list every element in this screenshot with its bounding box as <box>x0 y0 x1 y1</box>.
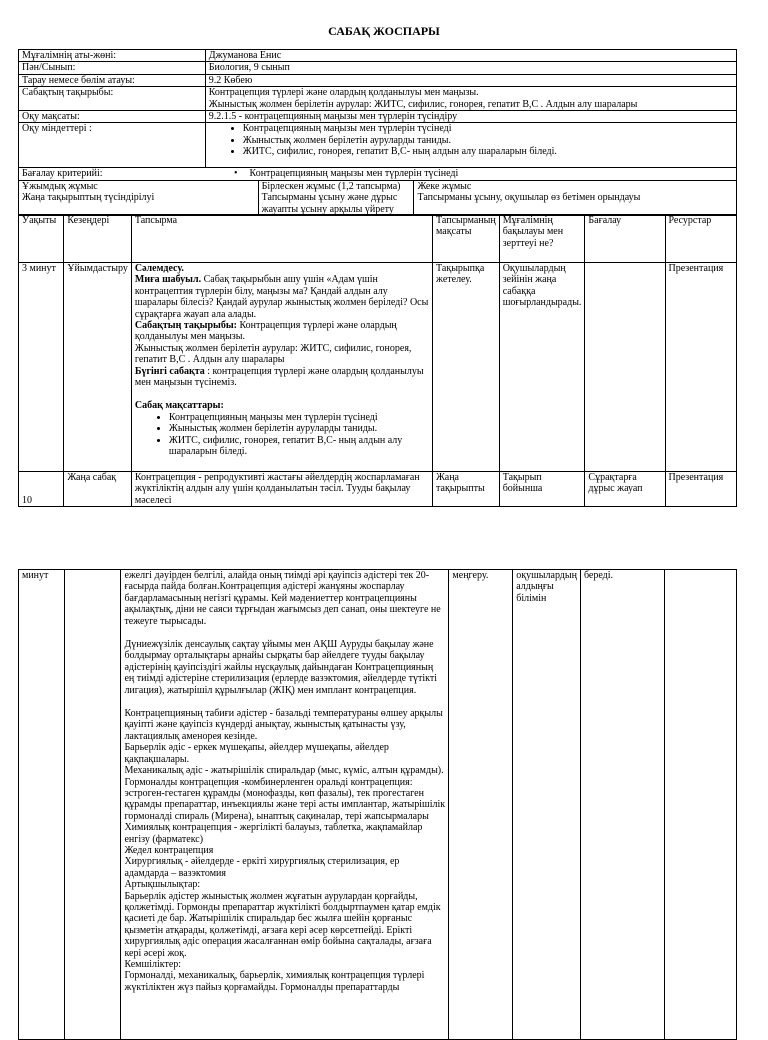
section-label: Тарау немесе бөлім атауы: <box>19 74 206 86</box>
header-assess: Бағалау <box>585 215 665 263</box>
work-form-joint <box>258 181 414 216</box>
list-item: • Контрацепцияның маңызы мен түрлерін түсінеді <box>243 123 733 134</box>
row-assess: Сұрақтарға дұрыс жауап <box>585 472 665 507</box>
brainstorm-text: Сабақ тақырыбын ашу үшін «Адам үшін контрацептия түрлерін білу, маңызы ма? Қандай алдын алу шаралары білесіз? Қандай аурулар жыныстық жолмен беріледі? Осы сұрақтарға жауап ала алады. <box>134 274 429 320</box>
teacher-label: Мұғалімнің аты-жөні: <box>19 50 206 62</box>
work-forms-row <box>19 181 737 216</box>
row-teacher: Оқушылардың зейінін жаңа сабаққа шоғырландырады. <box>499 263 585 472</box>
goal-value: 9.2.1.5 - контрацепцияның маңызы мен түрлерін түсіндіру <box>205 111 736 123</box>
header-time: Уақыты <box>19 215 64 263</box>
tasks-value <box>205 123 736 168</box>
section-row <box>19 74 737 86</box>
list-item: • Контрацепцияның маңызы мен түрлерін түсінеді <box>169 412 429 423</box>
goal-label: Оқу мақсаты: <box>19 111 206 123</box>
work-form-desc: Жаңа тақырыптың түсіндірілуі <box>22 192 155 204</box>
lesson-info-table <box>18 49 737 181</box>
header-task: Тапсырма <box>131 215 432 263</box>
work-form-title: Бірлескен жұмыс (1,2 тапсырма) <box>261 181 401 192</box>
row-assess <box>585 263 665 472</box>
table-row <box>19 263 737 472</box>
task-paragraph: ежелгі дәуірден белгілі, алайда оның тиімді әрі қауіпсіз әдістері тек 20-ғасырда пайда болған.Контрацепция әдістері жанұяны жоспарлау бағдарламасының негізгі құрамы. Кей мәдениеттер контрацепцияны ақылақтық, діни не саяси тұрғыдан жағымсыз деп санап, оны шектеуге не тежеуге тырысады. <box>124 570 441 627</box>
topic-row <box>19 87 737 111</box>
work-form-title: Ұжымдық жұмыс <box>22 181 98 192</box>
lesson-plan-table <box>18 214 737 507</box>
page-title: САБАҚ ЖОСПАРЫ <box>328 24 440 38</box>
list-item: • Жыныстық жолмен берілетін ауруларды таниды. <box>243 135 733 146</box>
row-stage <box>64 570 121 1040</box>
row-teacher: Тақырып бойынша <box>499 472 585 507</box>
today-text: : контрацепция түрлері және олардың қолданылуы мен маңызын түсінеміз. <box>134 365 424 389</box>
section-value: 9.2 Көбею <box>205 74 736 86</box>
work-form-desc: Тапсырманы ұсыну және дұрыс жауапты ұсыну арқылы үйрету <box>261 192 398 215</box>
row-resources: Презентация <box>665 472 737 507</box>
topic-value <box>205 87 736 111</box>
row-purpose: Тақырыпқа жетелеу. <box>433 263 500 472</box>
criteria-label: Бағалау критерийі: <box>22 168 103 180</box>
goals-list <box>135 412 429 458</box>
table-row <box>19 472 737 507</box>
table-header-row <box>19 215 737 263</box>
subject-value: Биология, 9 сынып <box>205 62 736 74</box>
brainstorm-label: Миға шабуыл. <box>134 274 202 286</box>
row-task <box>131 263 432 472</box>
list-item: • Жыныстық жолмен берілетін ауруларды таниды. <box>169 423 429 434</box>
header-teacher: Мұғалімнің бақылауы мен зерттеуі не? <box>499 215 585 263</box>
bullet-icon: • <box>234 168 238 180</box>
task-paragraph: Контрацепцияның табиғи әдістер - базальді температураны өлшеу арқылы қауіпті және қауіпсіз күндерді анықтау, жыныстық қатынасты үзу, лактациялық аменорея кезінде. Барьерлік әдіс - еркек мүшеқапы, әйелдер мүшеқапы, әйелдер қақпақшалары. Механикалық әдіс - жатырішілік спиральдар (мыс, күміс, алтын құрамды). Гормоналды контрацепция -комбинерленген оральді контрацепция: эстроген-гестаген құрамды (монофазды, көп фазалы), тек прогестаген құрамды препараттар, инъекциялы және тері асты имплантар, жатырішілік гормоналді спираль (Мирена), ынаптық сақиналар, тері жапсырмалары Химиялық контрацепция - жергілікті балауыз, таблетка, жақпамайлар енгізу (фарматекс) Жедел контрацепция Хирургиялық - әйелдерде - еркіті хирургиялық стерилизация, ер адамдарда – вазэктомия Артықшылықтар: Барьерлік әдістер жыныстық жолмен жұғатын аурулардан қорғайды, қолжетімді. Гормонды препараттар жүктілікті болдыртпаумен қатар емдік қасиеті де бар. Жатырішілік спиральдар бес жылға шейін қорғаныс қызметін атқарады, қолжетімді, ағзаға кері әсер көрсетпейді. Еріктi хирургиялық әдіс операция жасалғаннан өмір бойына сақталады, ағзаға кері әсері жоқ. Кемшіліктер: Гормоналді, механикалық, барьерлік, химиялық контрацепция түрлері жүктіліктен жүз пайыз қорғамайды. Гормоналды препараттарды <box>124 708 446 993</box>
row-teacher: оқушылардың алдыңғы білімін <box>513 570 581 1040</box>
goals-label: Сабақ мақсаттары: <box>134 400 224 412</box>
row-task <box>121 570 449 1040</box>
subject-row <box>19 62 737 74</box>
tasks-label: Оқу міндеттері : <box>19 123 206 168</box>
tasks-row <box>19 123 737 168</box>
topic-text-2: Жыныстық жолмен берілетін аурулар: ЖИТС, сифилис, гонорея, гепатит В,С . Алдын алу шаралары <box>134 342 412 366</box>
tasks-list <box>209 123 733 157</box>
row-purpose: меңгеру. <box>449 570 513 1040</box>
topic-line-2: Жыныстық жолмен берілетін аурулар: ЖИТС, сифилис, гонорея, гепатит В,С . Алдын алу шаралары <box>208 98 638 110</box>
list-item: • ЖИТС, сифилис, гонорея, гепатит В,С- ның алдын алу шараларын біледі. <box>169 435 429 458</box>
header-purpose: Тапсырманың мақсаты <box>433 215 500 263</box>
work-form-desc: Тапсырманы ұсыну, оқушылар өз бетімен орындауы <box>417 192 641 204</box>
row-stage: Ұйымдастыру <box>64 263 132 472</box>
subject-label: Пән/Сынып: <box>19 62 206 74</box>
row-time: минут <box>19 570 65 1040</box>
topic-label: Сабақтың тақырыбы: <box>19 87 206 111</box>
goal-row <box>19 111 737 123</box>
table-row <box>19 570 737 1040</box>
row-stage: Жаңа сабақ <box>64 472 132 507</box>
header-stage: Кезеңдері <box>64 215 132 263</box>
criteria <box>22 168 733 179</box>
criteria-value: Контрацепцияның маңызы мен түрлерін түсінеді <box>249 168 459 180</box>
topic-text: Контрацепция түрлері және олардың қолданылуы мен маңызы. <box>134 320 397 343</box>
today-label: Бүгінгі сабақта <box>134 365 205 377</box>
row-task: Контрацепция - репродуктивті жастағы әйелдердің жоспарламаған жүктіліктің алдын алу үшін қолданылатын тәсіл. Тууды бақылау мәселесі <box>131 472 432 507</box>
row-purpose: Жаңа тақырыпты <box>433 472 500 507</box>
topic-line-1: Контрацепция түрлері және олардың қолданылуы мен маңызы. <box>208 87 479 99</box>
work-form-collective <box>19 181 259 216</box>
topic-label: Сабақтың тақырыбы: <box>134 320 237 332</box>
teacher-row <box>19 50 737 62</box>
list-item: • ЖИТС, сифилис, гонорея, гепатит В,С- ның алдын алу шараларын біледі. <box>243 146 733 157</box>
work-form-individual <box>414 181 737 216</box>
header-resources: Ресурстар <box>665 215 737 263</box>
task-paragraph: Дүниежүзілік денсаулық сақтау ұйымы мен АҚШ Ауруды бақылау және болдырмау орталықтары арнайы сырқаты бар әйелдеге тууды бақылау әдістерінің қауіпсіздігі жайлы нұсқаулық дайындаған Контрацепцияның ең тиімді әдістеріне стерилизация (ерлерде вазэктомия, әйелдерде түтікті лигация), жатырішіл құрылғылар (ЖІҚ) мен имплант контрацепция. <box>124 639 437 696</box>
work-form-title: Жеке жұмыс <box>417 181 472 192</box>
row-time: 10 <box>19 472 64 507</box>
row-assess: береді. <box>580 570 664 1040</box>
teacher-value: Джуманова Енис <box>205 50 736 62</box>
greeting: Сәлемдесу. <box>134 263 184 274</box>
row-time: 3 минут <box>19 263 64 472</box>
criteria-row <box>19 168 737 180</box>
row-resources: Презентация <box>665 263 737 472</box>
lesson-plan-table-continued <box>18 569 737 1040</box>
row-resources <box>664 570 736 1040</box>
work-forms-table <box>18 180 737 216</box>
